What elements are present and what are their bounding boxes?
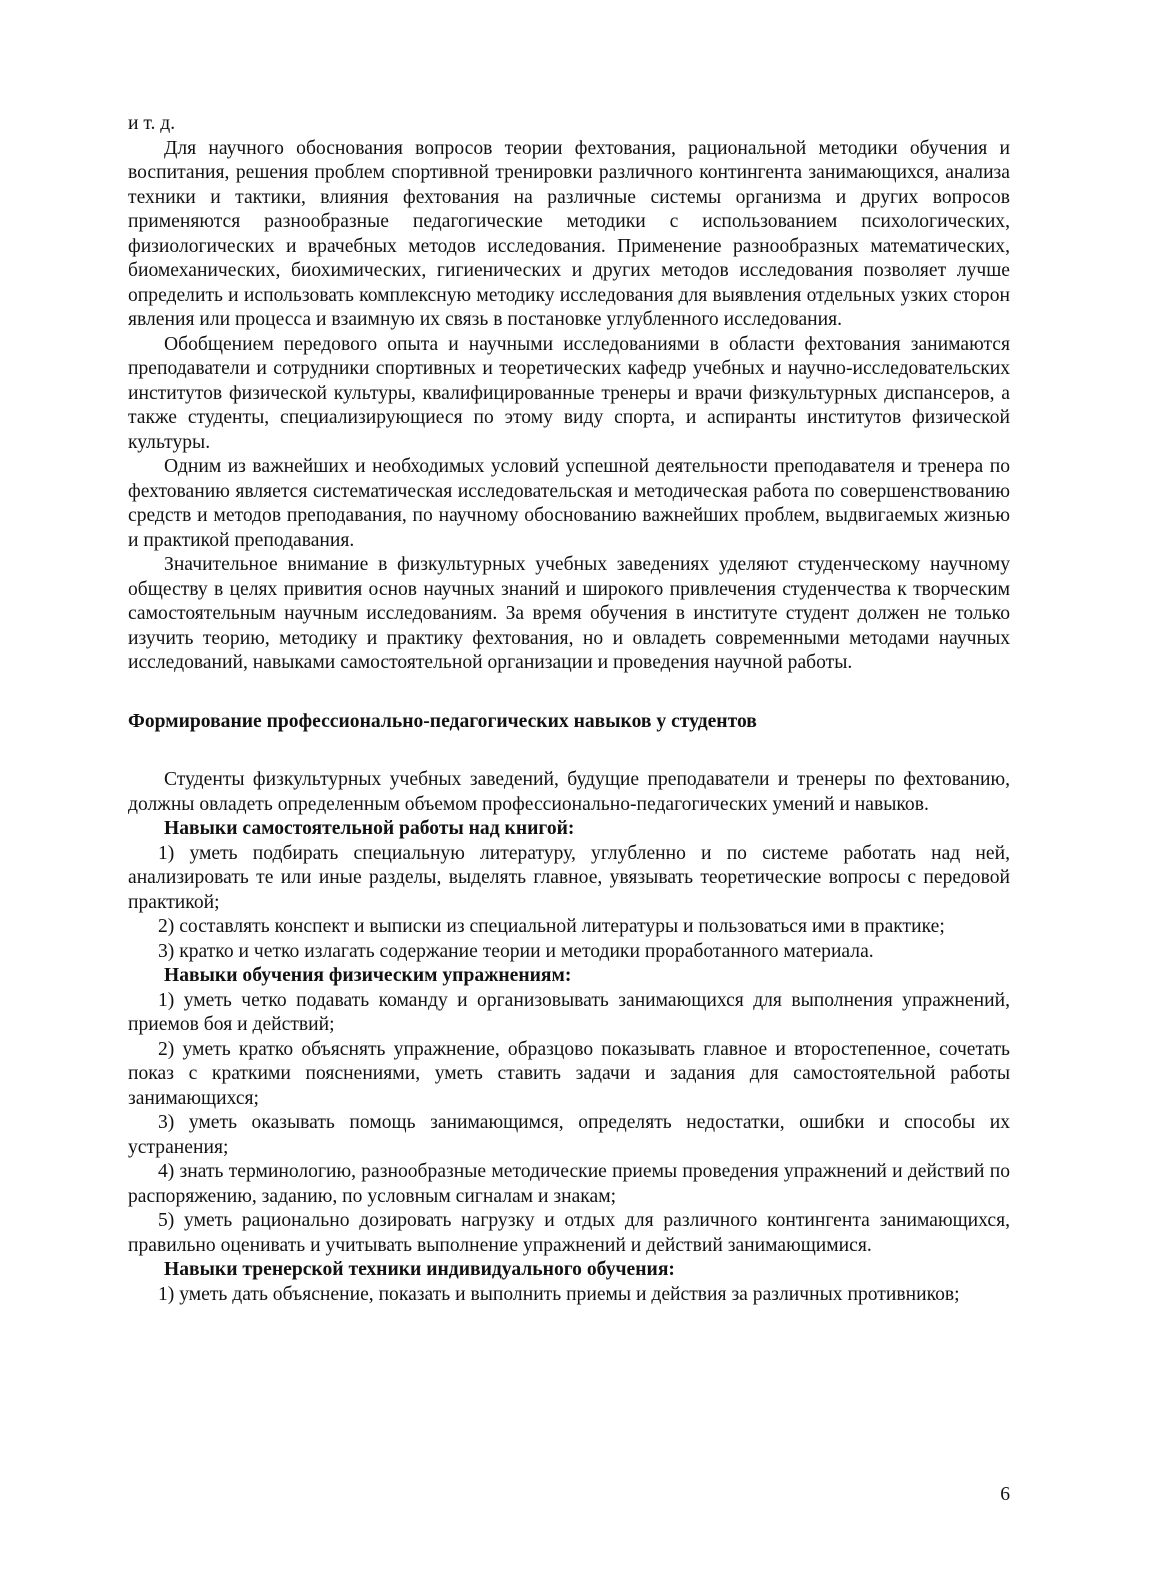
list-item: 1) уметь четко подавать команду и организовывать занимающихся для выполнения упражнений, приемов боя и действий; <box>128 989 1010 1035</box>
subheading-coaching-technique: Навыки тренерской техники индивидуального обучения: <box>164 1259 675 1280</box>
paragraph: Обобщением передового опыта и научными исследованиями в области фехтования занимаются преподаватели и сотрудники спортивных и теоретических кафедр учебных и научно-исследовательских институтов физической культуры, квалифицированные тренеры и врачи физкультурных диспансеров, а также студенты, специализирующиеся по этому виду спорта, и аспиранты институтов физической культуры. <box>128 333 1010 453</box>
section-intro: Студенты физкультурных учебных заведений, будущие преподаватели и тренеры по фехтованию, должны овладеть определенным объемом профессионально-педагогических умений и навыков. <box>128 769 1010 815</box>
list-item: 3) уметь оказывать помощь занимающимся, определять недостатки, ошибки и способы их устранения; <box>128 1112 1010 1158</box>
list-item: 2) уметь кратко объяснять упражнение, образцово показывать главное и второстепенное, сочетать показ с краткими пояснениями, уметь ставить задачи и задания для самостоятельной работы занимающихся; <box>128 1038 1010 1109</box>
document-page <box>128 112 1010 1307</box>
section-title: Формирование профессионально-педагогических навыков у студентов <box>128 710 757 732</box>
list-item: 2) составлять конспект и выписки из специальной литературы и пользоваться ими в практике; <box>158 916 945 937</box>
page-number: 6 <box>1000 1484 1010 1505</box>
list-item: 3) кратко и четко излагать содержание теории и методики проработанного материала. <box>158 940 874 962</box>
subheading-exercise-teaching: Навыки обучения физическим упражнениям: <box>164 965 572 986</box>
list-item: 1) уметь подбирать специальную литературу, углубленно и по системе работать над ней, анализировать те или иные разделы, выделять главное, увязывать теоретические вопросы с передовой практикой; <box>128 842 1010 913</box>
paragraph: Для научного обоснования вопросов теории фехтования, рациональной методики обучения и воспитания, решения проблем спортивной тренировки различного контингента занимающихся, анализа техники и тактики, влияния фехтования на различные системы организма и других вопросов применяются разнообразные педагогические методики с использованием психологических, физиологических и врачебных методов исследования. Применение разнообразных математических, биомеханических, биохимических, гигиенических и других методов исследования позволяет лучше определить и использовать комплексную методику исследования для выявления отдельных узких сторон явления или процесса и взаимную их связь в постановке углубленного исследования. <box>128 137 1010 330</box>
list-item: 4) знать терминологию, разнообразные методические приемы проведения упражнений и действий по распоряжению, заданию, по условным сигналам и знакам; <box>128 1161 1010 1207</box>
list-item: 5) уметь рационально дозировать нагрузку и отдых для различного контингента занимающихся, правильно оценивать и учитывать выполнение упражнений и действий занимающимися. <box>128 1210 1010 1256</box>
paragraph: Значительное внимание в физкультурных учебных заведениях уделяют студенческому научному обществу в целях привития основ научных знаний и широкого привлечения студенчества к творческим самостоятельным научным исследованиям. За время обучения в институте студент должен не только изучить теорию, методику и практику фехтования, но и овладеть современными методами научных исследований, навыками самостоятельной организации и проведения научной работы. <box>128 554 1010 673</box>
continuation-text: и т. д. <box>128 113 176 134</box>
list-item: 1) уметь дать объяснение, показать и выполнить приемы и действия за различных противников; <box>158 1283 960 1305</box>
paragraph: Одним из важнейших и необходимых условий успешной деятельности преподавателя и тренера по фехтованию является систематическая исследовательская и методическая работа по совершенствованию средств и методов преподавания, по научному обоснованию важнейших проблем, выдвигаемых жизнью и практикой преподавания. <box>128 456 1010 551</box>
subheading-book-work: Навыки самостоятельной работы над книгой: <box>164 818 575 839</box>
